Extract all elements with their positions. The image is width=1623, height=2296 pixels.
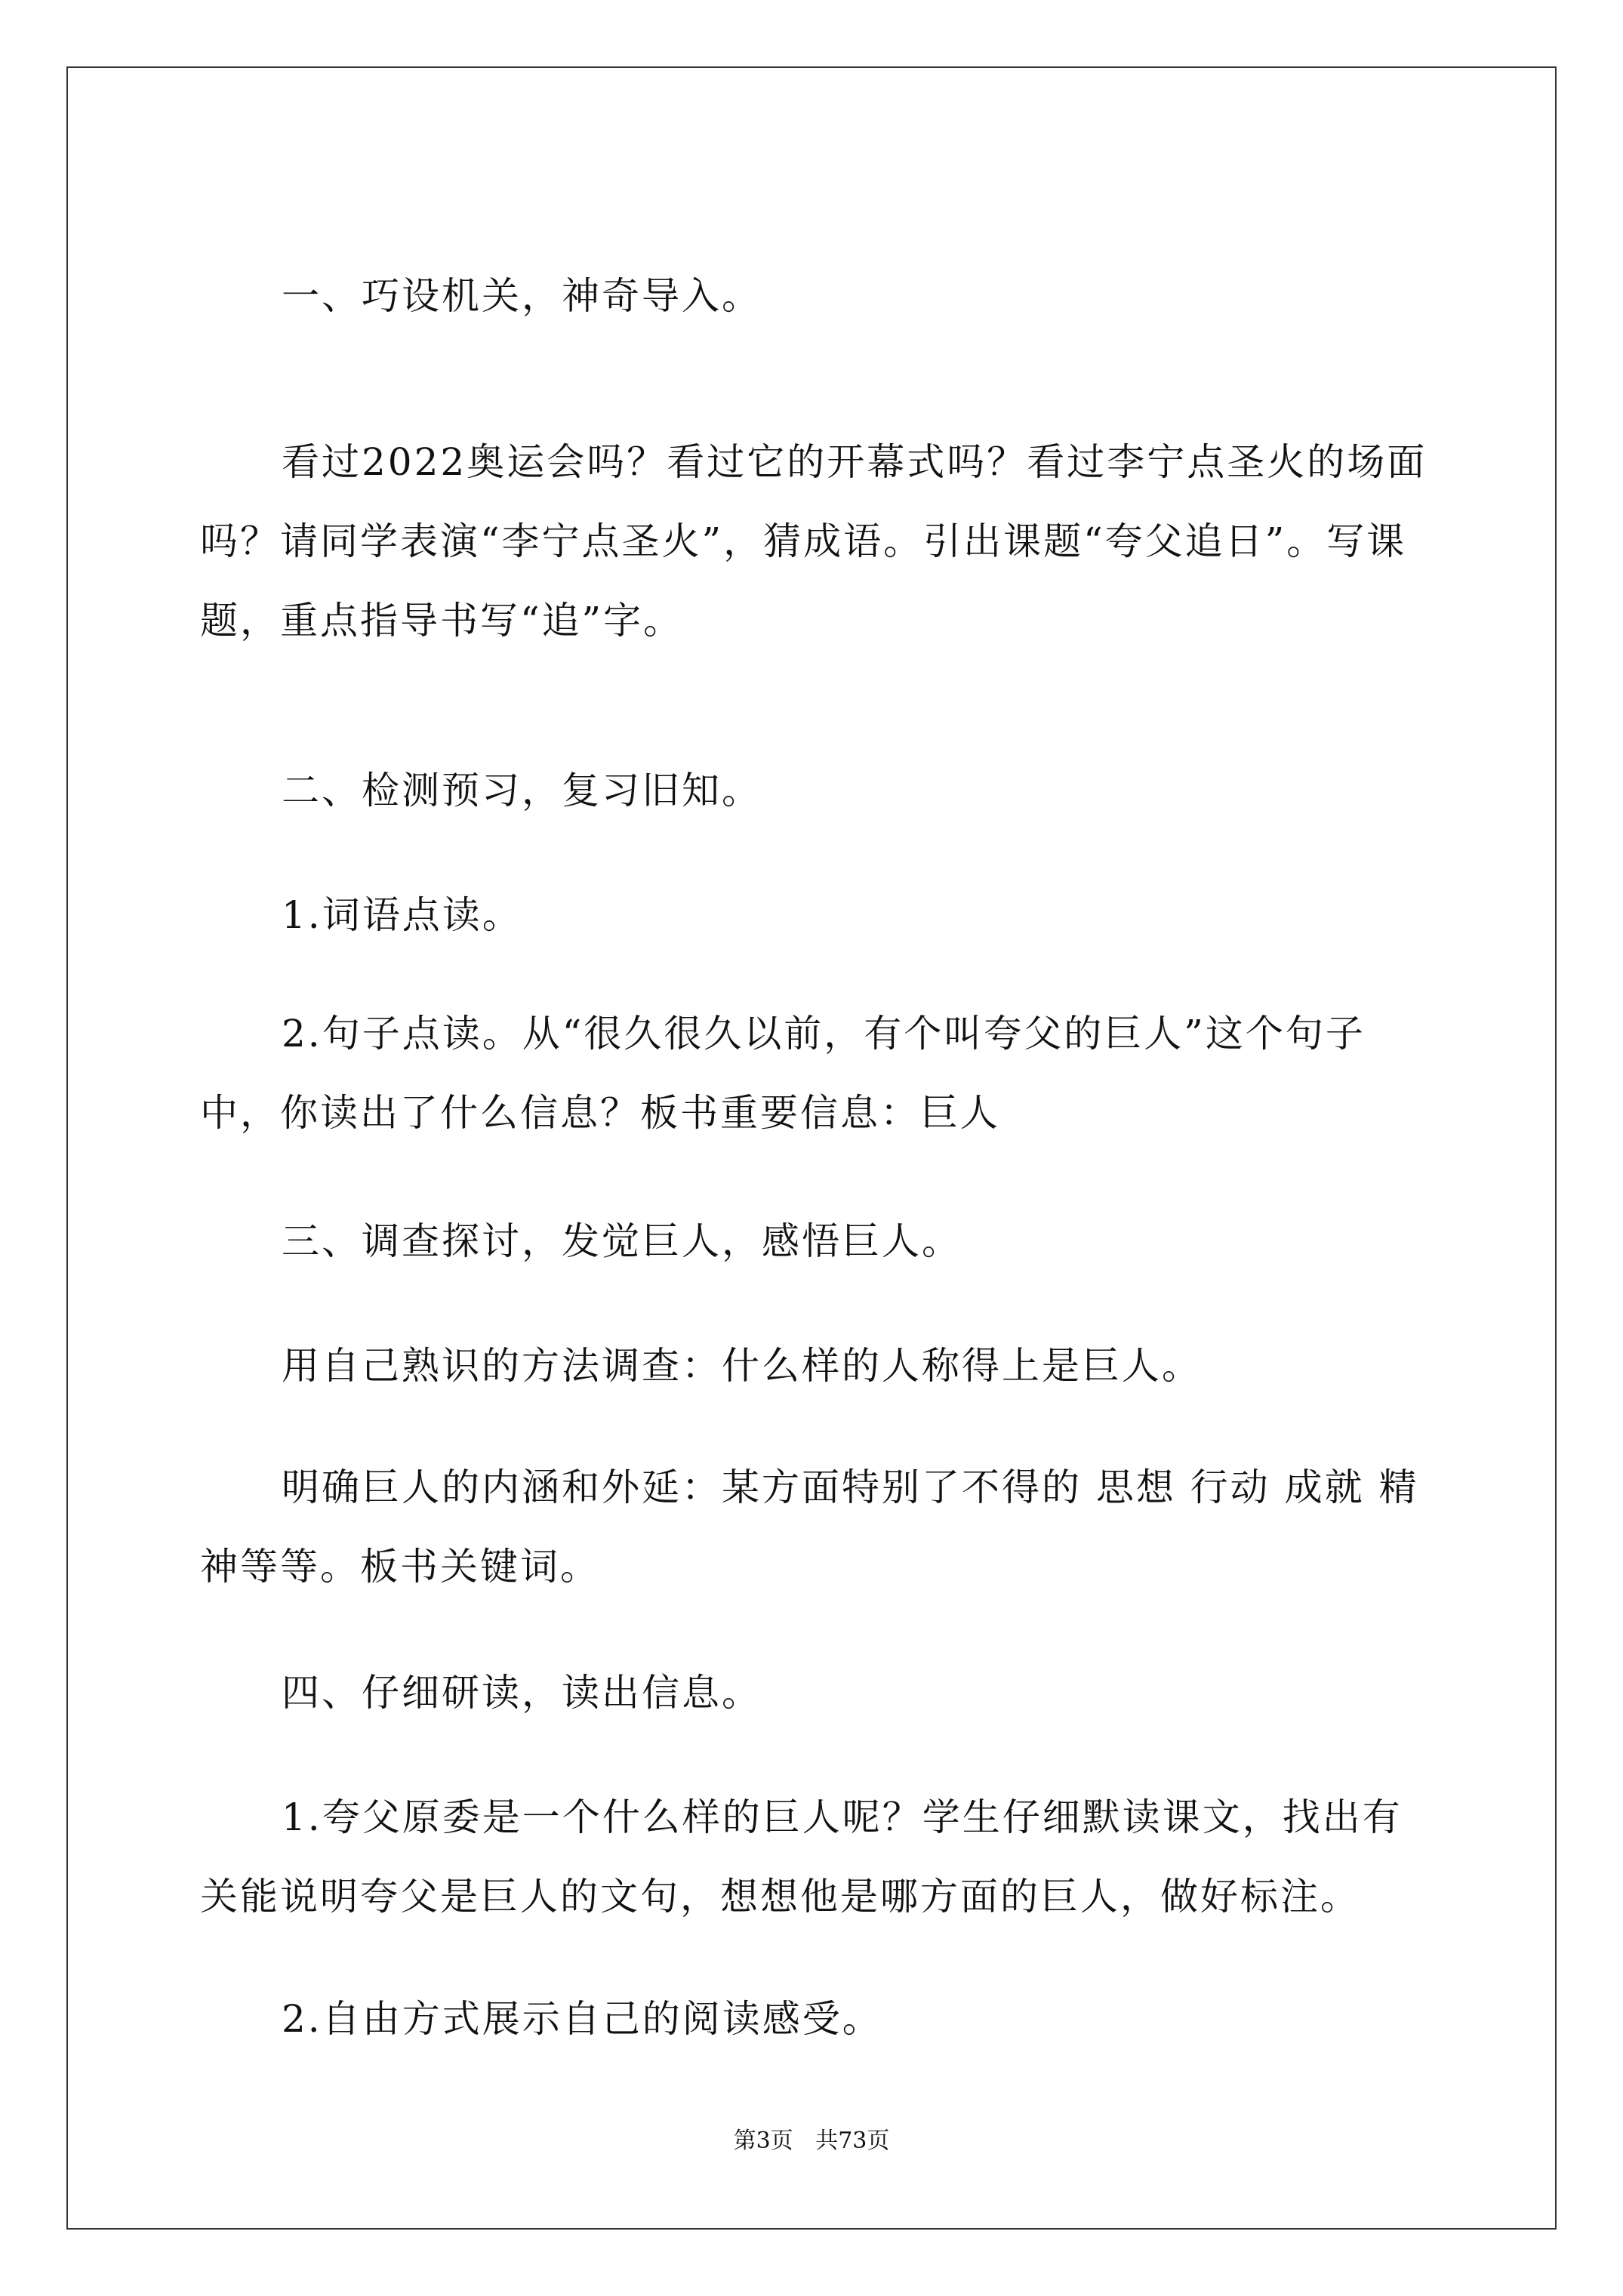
paragraph-item-2: 2.句子点读。从“很久很久以前，有个叫夸父的巨人”这个句子中，你读出了什么信息？板书重要信息：巨人: [200, 1012, 1366, 1135]
paragraph-survey: 用自己熟识的方法调查：什么样的人称得上是巨人。: [282, 1344, 1202, 1388]
paragraph-definition: 明确巨人的内涵和外延：某方面特别了不得的 思想 行动 成就 精神等等。板书关键词。: [200, 1465, 1419, 1589]
section-heading-3: 三、调查探讨，发觉巨人，感悟巨人。: [282, 1219, 962, 1263]
paragraph-intro: 看过2022奥运会吗？看过它的开幕式吗？看过李宁点圣火的场面吗？请同学表演“李宁点圣火”，猜成语。引出课题“夸父追日”。写课题，重点指导书写“追”字。: [200, 440, 1427, 643]
section-heading-4: 四、仔细研读，读出信息。: [282, 1671, 762, 1715]
section-heading-2: 二、检测预习，复习旧知。: [282, 769, 762, 812]
paragraph-item-3: 1.夸父原委是一个什么样的巨人呢？学生仔细默读课文，找出有关能说明夸父是巨人的文句，想想他是哪方面的巨人，做好标注。: [200, 1795, 1403, 1918]
page-total: 共73页: [815, 2128, 890, 2154]
paragraph-item-1: 1.词语点读。: [282, 893, 522, 937]
section-heading-1: 一、巧设机关，神奇导入。: [282, 274, 762, 318]
page-footer: [0, 2122, 1623, 2155]
page-number: 第3页: [733, 2128, 793, 2154]
paragraph-item-4: 2.自由方式展示自己的阅读感受。: [282, 1997, 882, 2041]
